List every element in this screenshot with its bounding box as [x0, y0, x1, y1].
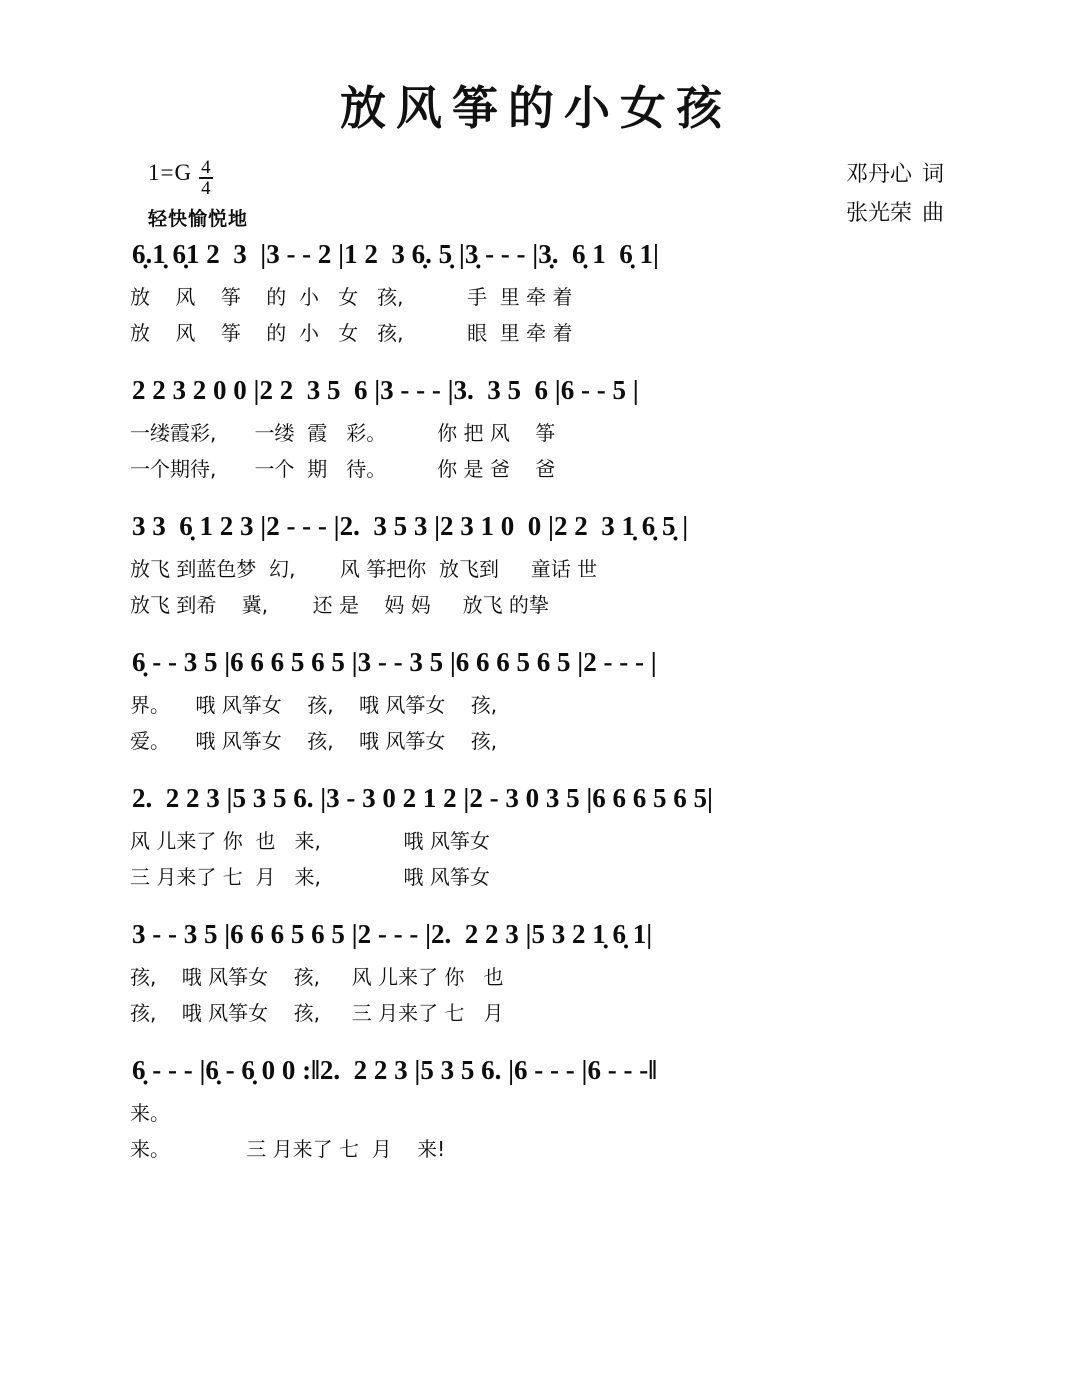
music-system-4 [0, 648, 1072, 762]
system-gap [0, 898, 1072, 920]
lyric-line-5b: 三 月来了 七 月 来, 哦 风筝女 [130, 865, 490, 889]
score-metadata [0, 156, 1072, 240]
system-gap [0, 354, 1072, 376]
time-signature-denominator: 4 [201, 178, 211, 200]
notation-line-7: 6̣ - - - |6̣ - 6̣ 0 0 :‖2. 2 2 3 |5 3 5 6. |6 - - - |6 - - -‖ [132, 1055, 657, 1085]
notation-line-1: 6̣.1̣ 6̣1 2 3 |3 - - 2 |1 2 3 6̣. 5̣ |3̣ - - - |3̣. 6̣ 1 6̣ 1| [132, 239, 659, 269]
notation-line-4: 6̣ - - 3 5 |6 6 6 5 6 5 |3 - - 3 5 |6 6 6 5 6 5 |2 - - - | [132, 647, 657, 677]
music-system-1 [0, 240, 1072, 354]
music-system-2 [0, 376, 1072, 490]
music-system-7 [0, 1056, 1072, 1170]
lyric-line-4a: 界。 哦 风筝女 孩, 哦 风筝女 孩, [130, 693, 498, 717]
lyric-line-3b: 放飞 到希 冀, 还 是 妈 妈 放飞 的挚 [130, 593, 549, 617]
credit-composer-role: 曲 [921, 200, 944, 226]
lyric-line-6b: 孩, 哦 风筝女 孩, 三 月来了 七 月 [130, 1001, 504, 1025]
lyric-line-4b: 爱。 哦 风筝女 孩, 哦 风筝女 孩, [130, 729, 498, 753]
lyric-line-5a: 风 儿来了 你 也 来, 哦 风筝女 [130, 829, 490, 853]
lyric-line-1b: 放 风 筝 的 小 女 孩, 眼 里 牵 着 [130, 321, 573, 345]
credit-lyricist-name: 邓丹心 [845, 162, 912, 187]
music-sheet-page [0, 72, 1072, 1376]
notation-line-5: 2. 2 2 3 |5 3 5 6. |3 - 3 0 2 1 2 |2 - 3 0 3 5 |6 6 6 5 6 5| [132, 783, 713, 813]
credit-lyricist [846, 156, 944, 195]
time-signature [199, 158, 213, 199]
notation-line-6: 3 - - 3 5 |6 6 6 5 6 5 |2 - - - |2. 2 2 3 |5 3 2 1̣ 6̣ 1| [132, 919, 653, 949]
system-gap [0, 626, 1072, 648]
notation-line-3: 3 3 6̣ 1 2 3 |2 - - - |2. 3 5 3 |2 3 1 0 0 |2 2 3 1̣ 6̣ 5̣ | [132, 511, 689, 541]
music-system-6 [0, 920, 1072, 1034]
key-signature [148, 157, 213, 201]
music-system-5 [0, 784, 1072, 898]
system-gap [0, 762, 1072, 784]
page-title: 放风筝的小女孩 [340, 81, 732, 135]
time-signature-numerator: 4 [201, 157, 211, 178]
system-gap [0, 1034, 1072, 1056]
key-signature-text: 1=G [148, 160, 193, 185]
lyric-line-3a: 放飞 到蓝色梦 幻, 风 筝把你 放飞到 童话 世 [130, 557, 598, 581]
system-gap [0, 490, 1072, 512]
lyric-line-1a: 放 风 筝 的 小 女 孩, 手 里 牵 着 [130, 285, 573, 309]
lyric-line-2a: 一缕霞彩, 一缕 霞 彩。 你 把 风 筝 [130, 421, 556, 445]
lyric-line-2b: 一个期待, 一个 期 待。 你 是 爸 爸 [130, 457, 556, 481]
credit-composer [846, 195, 944, 234]
notation-line-2: 2 2 3 2 0 0 |2 2 3 5 6 |3 - - - |3. 3 5 6 |6 - - 5 | [132, 375, 639, 405]
credit-lyricist-role: 词 [921, 162, 944, 187]
lyric-line-7a: 来。 [130, 1101, 170, 1125]
tempo-marking: 轻快愉悦地 [148, 208, 249, 230]
lyric-line-6a: 孩, 哦 风筝女 孩, 风 儿来了 你 也 [130, 965, 504, 989]
lyric-line-7b: 来。 三 月来了 七 月 来! [130, 1137, 446, 1161]
credits [846, 156, 944, 233]
music-system-3 [0, 512, 1072, 626]
credit-composer-name: 张光荣 [845, 200, 912, 226]
